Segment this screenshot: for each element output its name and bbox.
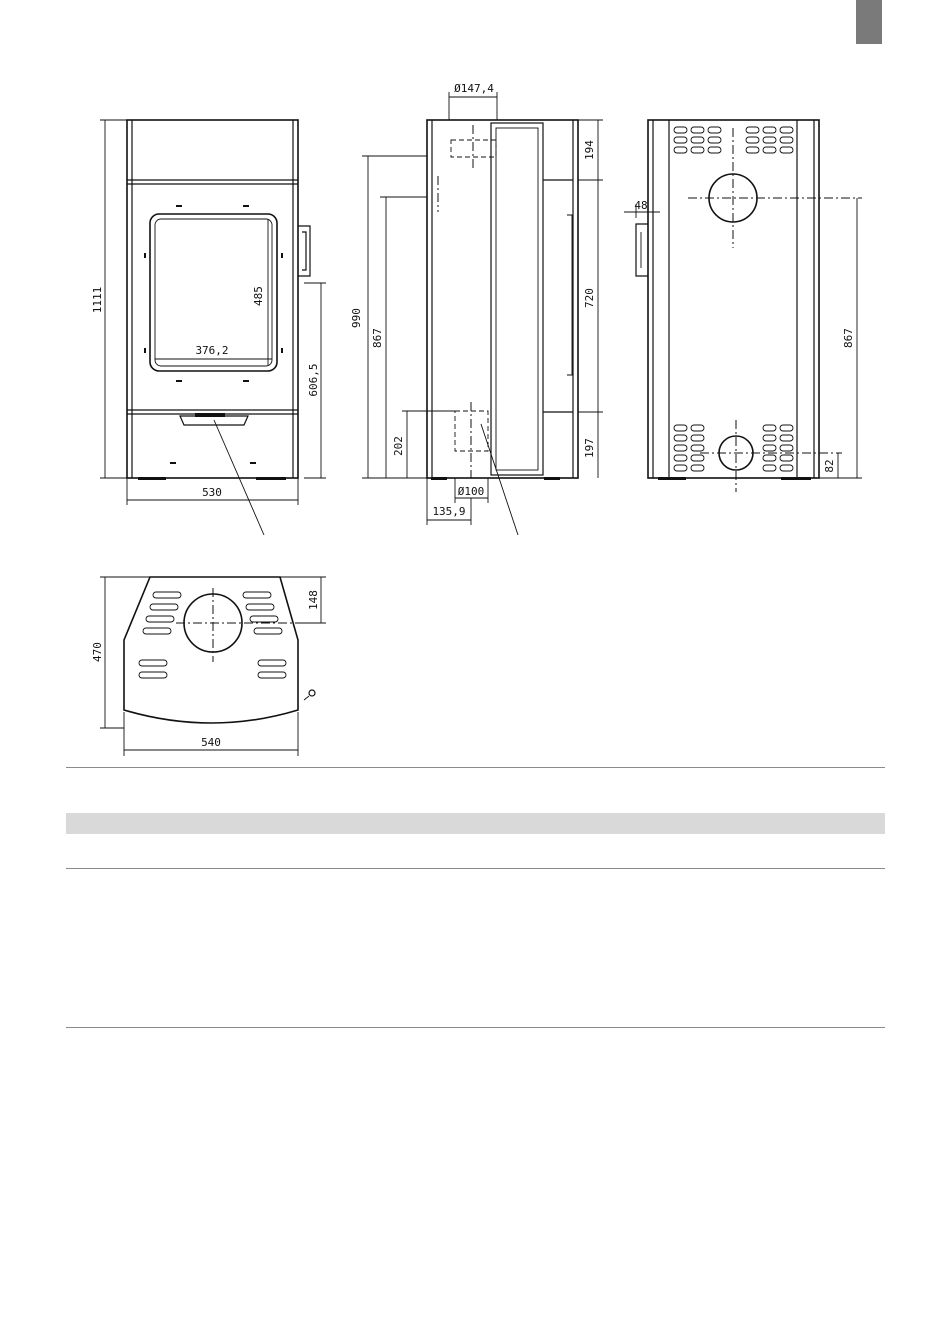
- dim-side-197: 197: [583, 438, 596, 458]
- dim-window-height: 485: [252, 286, 265, 306]
- table-header-band: [66, 813, 885, 834]
- dim-side-720: 720: [583, 288, 596, 308]
- dim-height-total: 1111: [91, 286, 104, 314]
- divider-middle: [66, 868, 885, 869]
- top-outline: [124, 577, 298, 723]
- dim-air-inlet-offset: 135,9: [432, 505, 466, 518]
- dim-top-540: 540: [201, 736, 221, 749]
- dim-top-470: 470: [91, 642, 104, 662]
- dim-flue-diameter: Ø147,4: [454, 82, 494, 95]
- side-dimensions: [350, 82, 603, 525]
- top-dimensions: [91, 577, 326, 756]
- front-view: [127, 120, 310, 535]
- divider-top: [66, 767, 885, 768]
- dim-side-194: 194: [583, 140, 596, 160]
- dim-front-width: 530: [202, 486, 222, 499]
- top-view: [124, 577, 315, 723]
- dim-back-867: 867: [842, 328, 855, 348]
- dim-side-202: 202: [392, 436, 405, 456]
- dim-side-867: 867: [371, 328, 384, 348]
- dim-air-inlet-diameter: Ø100: [457, 485, 485, 498]
- dim-back-48: 48: [634, 199, 648, 212]
- dim-top-148: 148: [307, 590, 320, 610]
- dim-handle-height: 606,5: [307, 363, 320, 397]
- divider-bottom: [66, 1027, 885, 1028]
- side-outline: [427, 120, 578, 478]
- dim-back-82: 82: [823, 459, 836, 473]
- back-view: [636, 120, 862, 492]
- dim-window-width: 376,2: [195, 344, 229, 357]
- dim-side-990: 990: [350, 308, 363, 328]
- side-view: [427, 120, 578, 535]
- back-dimensions: [624, 198, 862, 478]
